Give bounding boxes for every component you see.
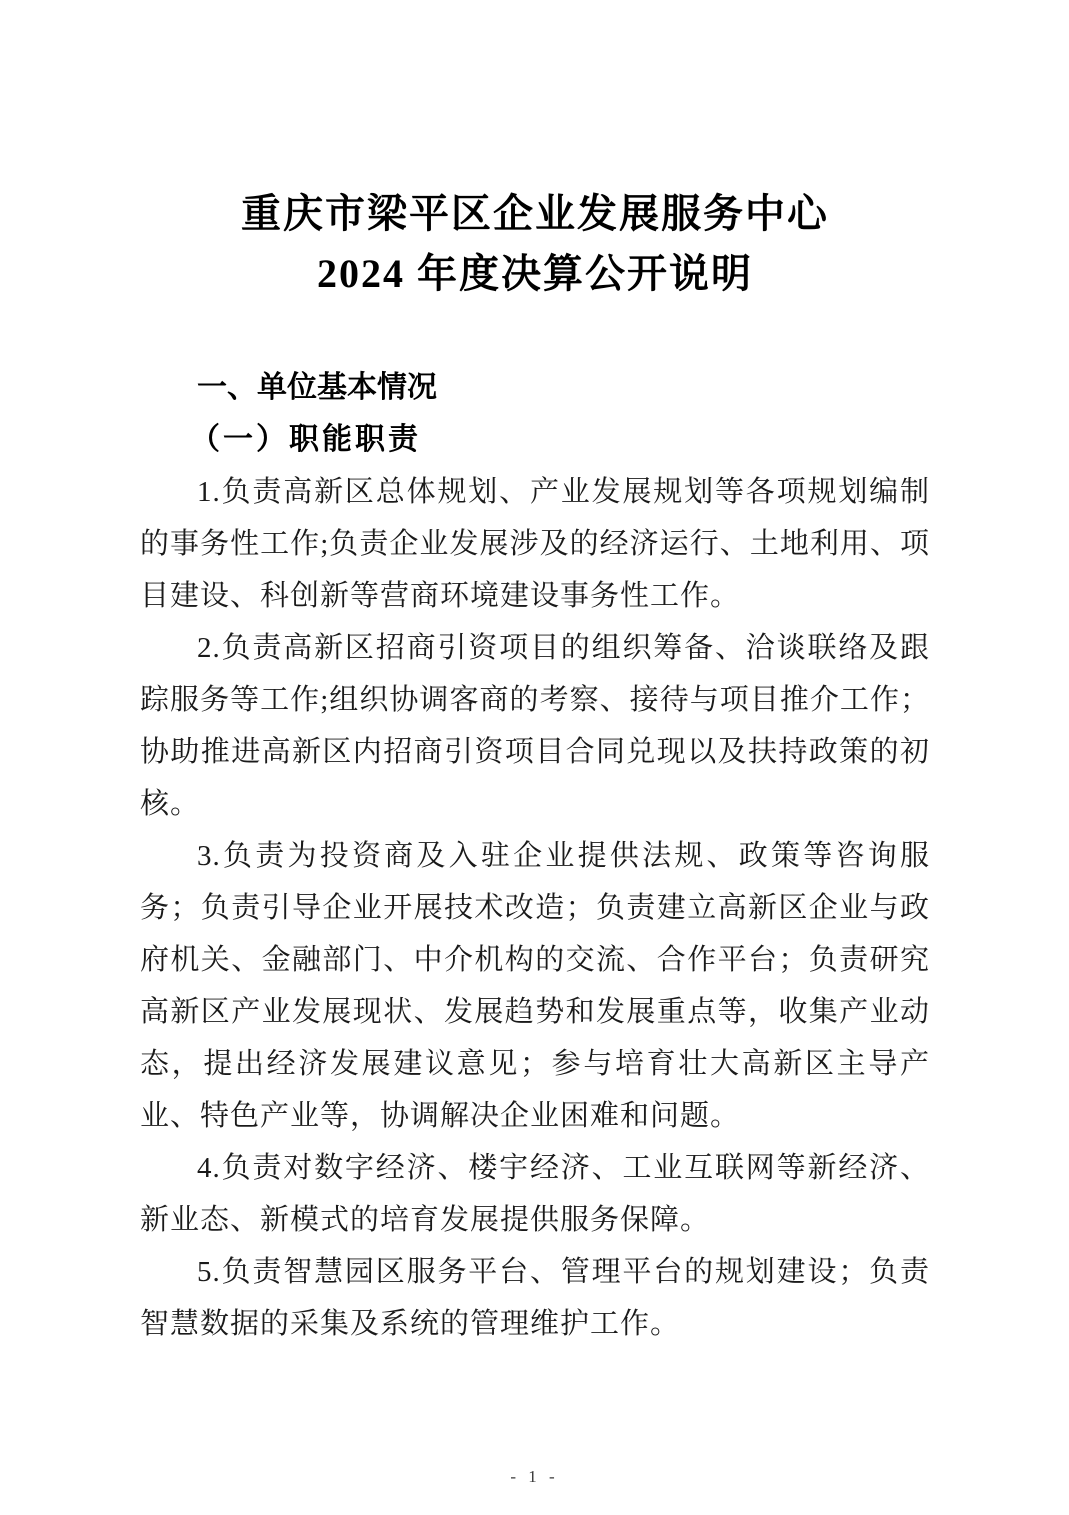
page-number: - 1 - xyxy=(510,1467,559,1486)
document-title xyxy=(140,184,930,304)
paragraph-duty-5: 5.负责智慧园区服务平台、管理平台的规划建设；负责智慧数据的采集及系统的管理维护工作。 xyxy=(140,1256,930,1340)
paragraph-duty-1: 1.负责高新区总体规划、产业发展规划等各项规划编制的事务性工作;负责企业发展涉及的经济运行、土地利用、项目建设、科创新等营商环境建设事务性工作。 xyxy=(140,476,930,612)
document-title-line-2: 2024 年度决算公开说明 xyxy=(317,251,753,296)
paragraph-duty-2: 2.负责高新区招商引资项目的组织筹备、洽谈联络及跟踪服务等工作;组织协调客商的考察、接待与项目推介工作；协助推进高新区内招商引资项目合同兑现以及扶持政策的初核。 xyxy=(140,632,930,820)
subsection-heading-duties: （一）职能职责 xyxy=(190,423,421,456)
section-heading-basic-info: 一、单位基本情况 xyxy=(197,371,437,404)
paragraph-duty-3: 3.负责为投资商及入驻企业提供法规、政策等咨询服务；负责引导企业开展技术改造；负责建立高新区企业与政府机关、金融部门、中介机构的交流、合作平台；负责研究高新区产业发展现状、发展趋势和发展重点等，收集产业动态，提出经济发展建议意见；参与培育壮大高新区主导产业、特色产业等，协调解决企业困难和问题。 xyxy=(140,840,930,1132)
document-title-line-1: 重庆市梁平区企业发展服务中心 xyxy=(241,191,829,236)
paragraph-duty-4: 4.负责对数字经济、楼宇经济、工业互联网等新经济、新业态、新模式的培育发展提供服务保障。 xyxy=(140,1152,930,1236)
